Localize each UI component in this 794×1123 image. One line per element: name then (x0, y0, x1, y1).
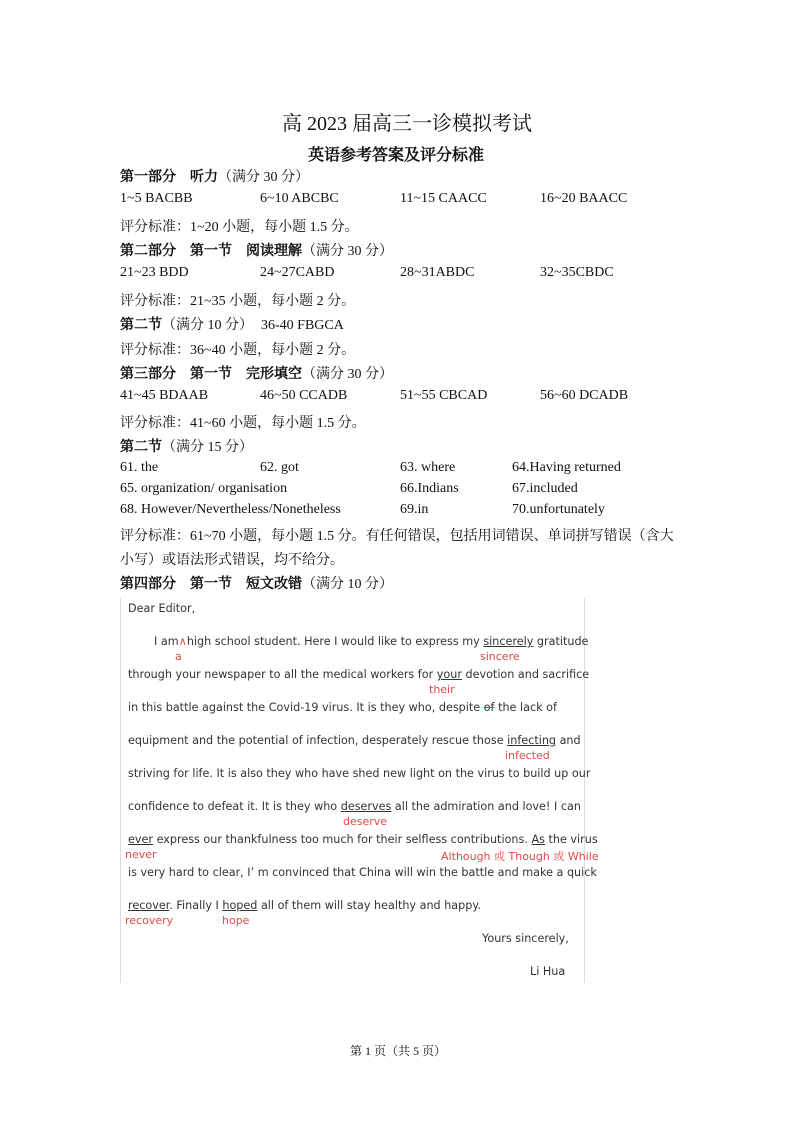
letter-line (128, 734, 581, 747)
letter-text: . Finally I (169, 899, 219, 912)
letter-line (128, 899, 481, 912)
part2-score: （满分 30 分） (302, 244, 393, 259)
grammar-answer: 67.included (512, 481, 578, 496)
grammar-answer: 68. However/Nevertheless/Nonetheless (120, 502, 341, 517)
error-word: sincerely (483, 635, 534, 648)
part3-section2-score: （满分 15 分） (162, 440, 253, 455)
part3-standard2-line2: 小写）或语法形式错误，均不给分。 (120, 553, 344, 568)
grammar-answer: 62. got (260, 460, 299, 475)
part1-header-text: 第一部分 听力 (120, 170, 218, 185)
grammar-answer: 61. the (120, 460, 159, 475)
letter-text: I am (154, 635, 179, 648)
letter-text: equipment and the potential of infection, desperately rescue those (128, 734, 504, 747)
answer-group: 56~60 DCADB (540, 388, 629, 403)
part2-standard: 评分标准：21~35 小题，每小题 2 分。 (120, 294, 356, 309)
part2-section2-title: 第二节 (120, 318, 162, 333)
correction-a: a (175, 650, 182, 663)
letter-text: all the admiration and love! I can (394, 800, 581, 813)
error-word: your (436, 668, 462, 681)
part2-section2-header (120, 314, 344, 334)
letter-line: is very hard to clear, I’ m convinced that China will win the battle and make a quick (128, 866, 597, 879)
part1-header (120, 166, 309, 186)
part2-section2-standard: 评分标准：36~40 小题，每小题 2 分。 (120, 343, 356, 358)
grammar-answer: 65. organization/ organisation (120, 481, 288, 496)
part3-section2-title: 第二节 (120, 440, 162, 455)
letter-line: striving for life. It is also they who have shed new light on the virus to build up our (128, 767, 591, 780)
letter-text: confidence to defeat it. It is they who (128, 800, 338, 813)
part3-standard: 评分标准：41~60 小题，每小题 1.5 分。 (120, 416, 366, 431)
part3-header (120, 363, 393, 383)
letter-text: in this battle against the Covid-19 virus. It is they who, despite (128, 701, 481, 714)
deleted-word: of (483, 701, 495, 714)
answer-group: 1~5 BACBB (120, 191, 193, 206)
error-word: recover (128, 899, 170, 912)
error-word: deserves (340, 800, 392, 813)
correction-hope: hope (222, 914, 250, 927)
grammar-answer: 64.Having returned (512, 460, 621, 475)
correction-recovery: recovery (125, 914, 174, 927)
answer-group: 11~15 CAACC (400, 191, 487, 206)
part2-header-text: 第二部分 第一节 阅读理解 (120, 244, 302, 259)
letter-text: all of them will stay healthy and happy. (260, 899, 481, 912)
grammar-answer: 70.unfortunately (512, 502, 605, 517)
error-word: hoped (222, 899, 258, 912)
letter-line (128, 668, 589, 681)
letter-closing: Yours sincerely, (482, 932, 569, 945)
answer-group: 41~45 BDAAB (120, 388, 209, 403)
part4-score: （满分 10 分） (302, 577, 393, 592)
part2-header (120, 240, 393, 260)
part3-section2-header (120, 436, 253, 456)
grammar-answer: 69.in (400, 502, 429, 517)
letter-line (154, 635, 588, 648)
letter-text: the virus (548, 833, 598, 846)
page-title: 高 2023 届高三一诊模拟考试 (282, 113, 532, 135)
letter-line (128, 701, 557, 714)
part3-standard2-line1: 评分标准：61~70 小题，每小题 1.5 分。有任何错误，包括用词错误、单词拼写错误（含大 (120, 529, 674, 544)
error-word: infecting (507, 734, 557, 747)
correction-their: their (429, 683, 455, 696)
letter-text: and (559, 734, 581, 747)
letter-text: the lack of (498, 701, 557, 714)
grammar-answer: 63. where (400, 460, 456, 475)
correction-never: never (125, 848, 157, 861)
correction-although: Although 或 Though 或 While (441, 850, 599, 863)
letter-line (128, 833, 598, 846)
correction-deserve: deserve (343, 815, 388, 828)
answer-group: 21~23 BDD (120, 265, 189, 280)
letter-text: gratitude (536, 635, 589, 648)
answer-group: 28~31ABDC (400, 265, 475, 280)
grammar-answer: 66.Indians (400, 481, 459, 496)
page-subtitle: 英语参考答案及评分标准 (308, 147, 485, 164)
letter-text: high school student. Here I would like to express my (186, 635, 480, 648)
page-footer: 第 1 页（共 5 页） (350, 1044, 447, 1058)
insert-caret-icon: ∧ (178, 635, 187, 648)
letter-text: through your newspaper to all the medical workers for (128, 668, 434, 681)
answer-group: 24~27CABD (260, 265, 335, 280)
error-word: As (531, 833, 545, 846)
part3-score: （满分 30 分） (302, 367, 393, 382)
letter-greeting: Dear Editor, (128, 602, 196, 615)
letter-line (128, 800, 581, 813)
part2-section2-score: （满分 10 分） (162, 318, 253, 333)
part2-section2-answers: 36-40 FBGCA (261, 318, 344, 333)
answer-group: 46~50 CCADB (260, 388, 348, 403)
part1-standard: 评分标准：1~20 小题，每小题 1.5 分。 (120, 220, 359, 235)
error-word: ever (128, 833, 153, 846)
correction-sincere: sincere (480, 650, 520, 663)
corrected-letter (120, 598, 599, 983)
letter-text: express our thankfulness too much for their selfless contributions. (156, 833, 528, 846)
letter-text: devotion and sacrifice (465, 668, 590, 681)
part4-header (120, 573, 393, 593)
answer-group: 6~10 ABCBC (260, 191, 339, 206)
part1-score: （满分 30 分） (218, 170, 309, 185)
part4-header-text: 第四部分 第一节 短文改错 (120, 577, 302, 592)
answer-group: 16~20 BAACC (540, 191, 628, 206)
answer-group: 51~55 CBCAD (400, 388, 488, 403)
answer-group: 32~35CBDC (540, 265, 614, 280)
part3-header-text: 第三部分 第一节 完形填空 (120, 367, 302, 382)
letter-signature: Li Hua (530, 965, 566, 978)
correction-infected: infected (505, 749, 550, 762)
